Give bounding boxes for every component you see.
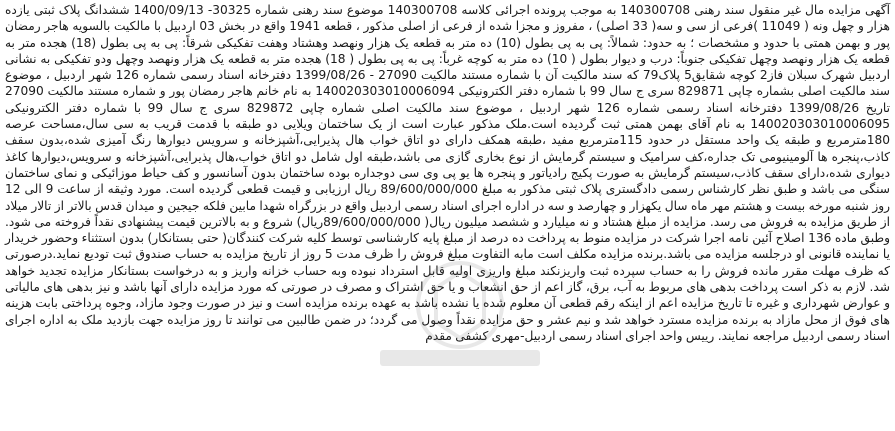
auction-notice-text: آگهی مزایده مال غیر منقول سند رهنی 140300708 به موجب پرونده اجرائی کلاسه 140300708 موضوع سند رهنی شماره 30325- 1400/09/13 ششدانگ پلاک ثبتی یازده هزار و چهل ونه ( 11049 )فرعی از سی و سه( 33 اصلی) ، مفروز و مجزا شده از فرعی از اصلی مذکور ، قطعه 1941 واقع در بخش 03 اردبیل با مالکیت بالسویه هاجر رمضان پور و بهمن همتی با حدود و مشخصات ؛ به حدود: شمالاً: پی به پی بطول (10) ده متر به قطعه یک هزار ونهصد وهشتاد وهفت تفکیکی شرقاً: پی به پی بطول (18) هجده متر به قطعه یک هزار ونهصد وچهل تفکیکی جنوباً: درب و دیوار بطول ( 10) ده متر به کوچه غرباً: پی به پی بطول ( 18) هجده متر به قطعه یک هزار ونهصد وچهل ودو تفکیکی به نشانی اردبیل شهرک سبلان فاز2 کوچه شقایق5 پلاک79 که سند مالکیت آن با شماره مستند مالکیت 27090 - 1399/08/26 دفترخانه اسناد رسمی شماره 126 شهر اردبیل ، موضوع سند مالکیت اصلی بشماره چاپی 829871 سری ج سال 99 با شماره دفتر الکترونیکی 140020303010006094 به نام خانم هاجر رمضان پور و شماره مستند مالکیت 27090 تاریخ 1399/08/26 دفترخانه اسناد رسمی شماره 126 شهر اردبیل ، موضوع سند مالکیت اصلی شماره چاپی 829872 سری ج سال 99 با شماره دفتر الکترونیکی 140020303010006095 به نام آقای بهمن همتی ثبت گردیده است.ملک مذکور عبارت است از یک ساختمان ویلایی دو طبقه با قدمت قریب به سی سال،مساحت عرصه 180مترمربع و طبقه یک واحد مستقل در حدود 115مترمربع مفید ،طبقه همکف دارای دو اتاق خواب هال پذیرایی،آشپزخانه و سرویس دیوارها رنگ آمیزی شده،بدون سقف کاذب،پنجره ها آلومینیومی تک جداره،کف سرامیک و سیستم گرمایش از نوع بخاری گازی می باشد،طبقه اول شامل دو اتاق خواب،هال پذیرایی،آشپزخانه و سرویس،دیوارها کاغذ دیواری شده،دارای سقف کاذب،سیستم گرمایش به صورت پکیج رادیاتور و پنجره ها یو پی وی سی دوجداره بوده ساختمان بدون آسانسور و کف حیاط موزائیکی و نمای ساختمان سنگی می باشد و طبق نظر کارشناس رسمی دادگستری پلاک ثبتی مذکور به مبلغ 89/600/000/000 ریال ارزیابی و قیمت قطعی گردیده است. مورد وثیقه از ساعت 9 الی 12 روز شنبه مورخه بیست و هشتم مهر ماه سال یکهزار و چهارصد و سه در اداره اجرای اسناد رسمی اردبیل واقع در بزرگراه شهدا مابین فلکه جیجین و میدان قدس بالاتر از تالار میلاد از طریق مزایده به فروش می رسد. مزایده از مبلغ هشتاد و نه میلیارد و ششصد میلیون ریال( 89/600/000/000ریال) شروع و به بالاترین قیمت پیشنهادی نقداً فروخته می شود. وطبق ماده 136 اصلاح آئین نامه اجرا شرکت در مزایده منوط به پرداخت ده درصد از مبلغ پایه کارشناسی توسط کلیه شرکت کنندگان( حتی بستانکار) بدون استثناء وحضور خریدار یا نماینده قانونی او درجلسه مزایده می باشد.برنده مزایده مکلف است مابه التفاوت مبلغ فروش را ظرف مدت 5 روز از تاریخ مزایده به حساب صندوق ثبت تودیع نماید.درصورتی که ظرف مهلت مقرر مانده فروش را به حساب سپرده ثبت واریزنکند مبلغ واریزی اولیه قابل استرداد نبوده وبه حساب خزانه واریز و به درخواست بستانکار مزایده تجدید خواهد شد. لازم به ذکر است پرداخت بدهی های مربوط به آب، برق، گاز اعم از حق انشعاب و یا حق اشتراک و مصرف در صورتی که مورد مزایده دارای آنها باشد و نیز بدهی های مالیاتی و عوارض شهرداری و غیره تا تاریخ مزایده اعم از اینکه رقم قطعی آن معلوم شده یا نشده باشد به عهده برنده مزایده است و نیز در صورت وجود مازاد، وجوه پرداختی بابت هزینه های فوق از محل مازاد به برنده مزایده مسترد خواهد شد و نیم عشر و حق مزایده نقداً وصول می گردد؛ در ضمن طالبین می توانند تا روز مزایده جهت بازدید ملک به اداره اجرای اسناد رسمی اردبیل مراجعه نمایند. رییس واحد اجرای اسناد رسمی اردبیل-مهری کشفی مقدم (5, 3, 891, 343)
